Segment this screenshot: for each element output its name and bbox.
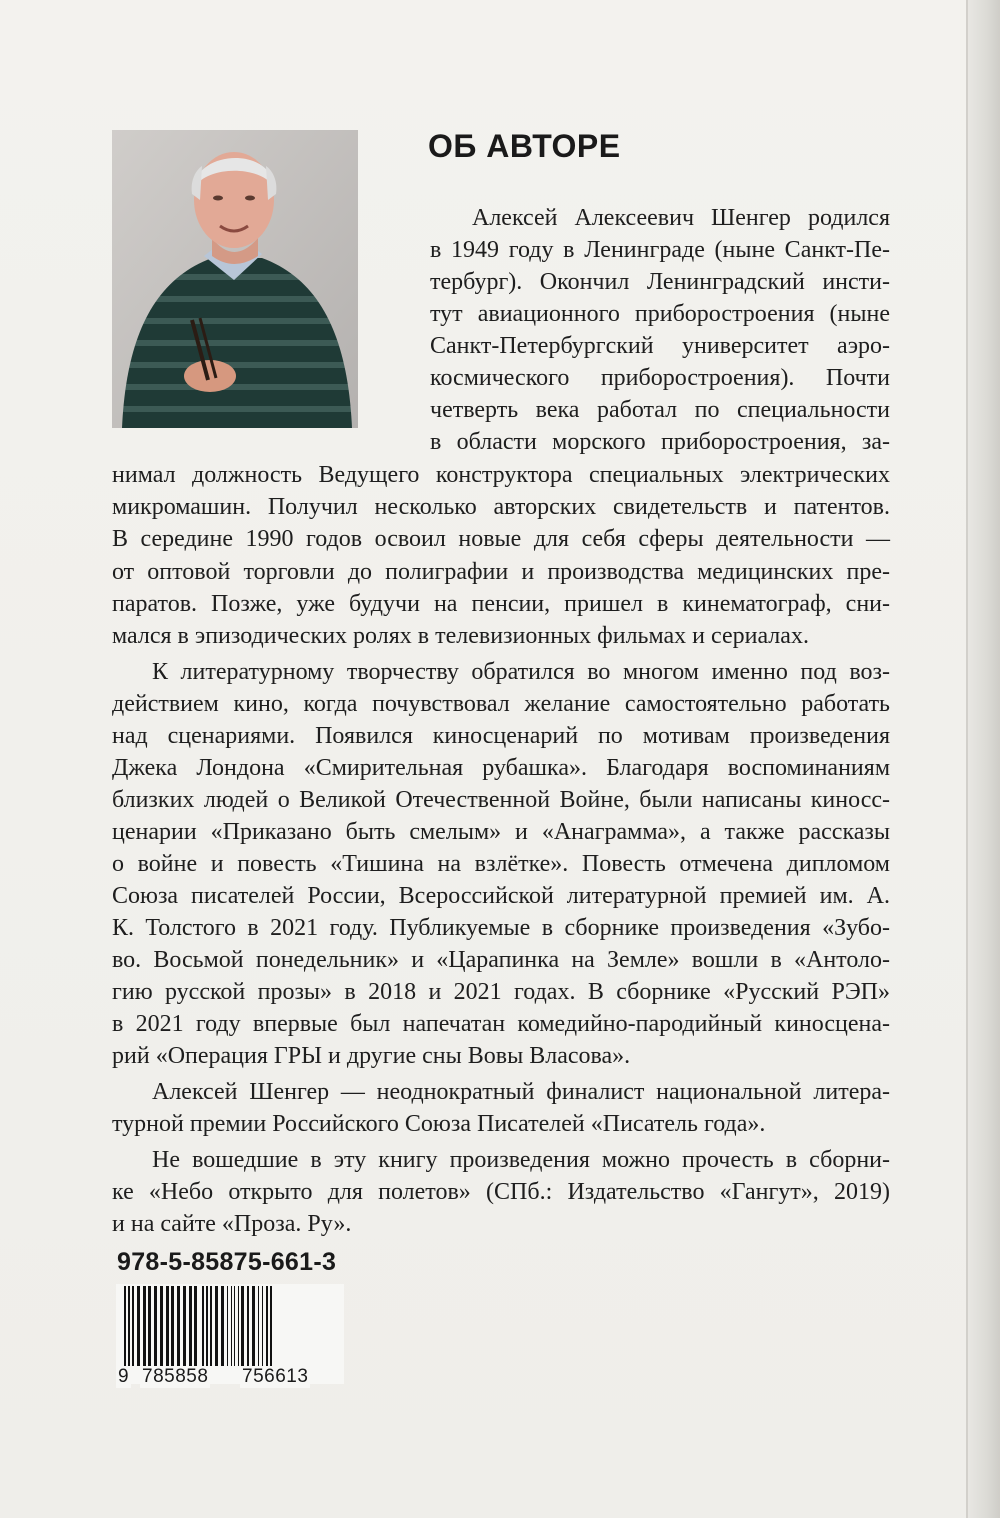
text-line: тут авиационного приборостроения (ныне	[430, 301, 890, 327]
text-line: ке «Небо открыто для полетов» (СПб.: Издательство «Гангут», 2019)	[112, 1179, 890, 1205]
barcode-bar	[215, 1286, 218, 1366]
text-line: Алексей Алексеевич Шенгер родился	[472, 205, 890, 231]
text-line: Союза писателей России, Всероссийской литературной премией им. А.	[112, 883, 890, 909]
barcode-lead-digit: 9	[118, 1366, 130, 1387]
text-line: в 1949 году в Ленинграде (ныне Санкт-Пе-	[430, 237, 890, 263]
barcode-bar	[132, 1286, 134, 1366]
barcode-bar	[148, 1286, 151, 1366]
text-line: Санкт-Петербургский университет аэро-	[430, 333, 890, 359]
text-line: действием кино, когда почувствовал желание самостоятельно работать	[112, 691, 890, 717]
barcode-bar	[258, 1286, 259, 1366]
text-line: в 2021 году впервые был напечатан комедийно-пародийный киносцена-	[112, 1011, 890, 1037]
text-line: мался в эпизодических ролях в телевизионных фильмах и сериалах.	[112, 623, 809, 649]
barcode-bar	[210, 1286, 212, 1366]
text-line: во. Восьмой понедельник» и «Царапинка на Земле» вошли в «Антоло-	[112, 947, 890, 973]
text-line: рий «Операция ГРЫ и другие сны Вовы Власова».	[112, 1043, 631, 1069]
text-line: от оптовой торговли до полиграфии и производства медицинских пре-	[112, 559, 890, 585]
text-line: четверть века работал по специальности	[430, 397, 890, 423]
text-line: нимал должность Ведущего конструктора специальных электрических	[112, 462, 890, 488]
author-photo	[112, 130, 358, 428]
barcode-bar	[241, 1286, 244, 1366]
barcode-bar	[177, 1286, 180, 1366]
barcode-digits-right: 756613	[242, 1366, 309, 1387]
text-line: Не вошедшие в эту книгу произведения можно прочесть в сборни-	[152, 1147, 890, 1173]
barcode-bar	[160, 1286, 163, 1366]
barcode-bar	[194, 1286, 197, 1366]
text-line: Джека Лондона «Смирительная рубашка». Благодаря воспоминаниям	[112, 755, 890, 781]
text-line: К литературному творчеству обратился во многом именно под воз-	[152, 659, 890, 685]
barcode-bar	[166, 1286, 169, 1366]
barcode-bar	[262, 1286, 263, 1366]
text-line: в области морского приборостроения, за-	[430, 429, 890, 455]
book-spine-edge	[966, 0, 1000, 1518]
text-line: гию русской прозы» в 2018 и 2021 годах. В сборнике «Русский РЭП»	[112, 979, 890, 1005]
text-line: Алексей Шенгер — неоднократный финалист национальной литера-	[152, 1079, 890, 1105]
barcode-bar	[189, 1286, 192, 1366]
barcode-bar	[137, 1286, 140, 1366]
barcode-digits-left: 785858	[142, 1366, 209, 1387]
text-line: К. Толстого в 2021 году. Публикуемые в сборнике произведения «Зубо-	[112, 915, 890, 941]
barcode-bar	[171, 1286, 174, 1366]
barcode-bar	[252, 1286, 255, 1366]
text-line: тербург). Окончил Ленинградский инсти-	[430, 269, 890, 295]
page-title: ОБ АВТОРЕ	[428, 128, 621, 164]
text-line: о войне и повесть «Тишина на взлётке». Повесть отмечена дипломом	[112, 851, 890, 877]
barcode-bar	[143, 1286, 146, 1366]
text-line: космического приборостроения). Почти	[430, 365, 890, 391]
barcode-bar	[227, 1286, 228, 1366]
isbn-number: 978-5-85875-661-3	[117, 1248, 337, 1276]
barcode-bar	[247, 1286, 249, 1366]
barcode-bar	[238, 1286, 239, 1366]
text-line: близких людей о Великой Отечественной Войне, были написаны киносс-	[112, 787, 890, 813]
text-line: микромашин. Получил несколько авторских свидетельств и патентов.	[112, 494, 890, 520]
barcode-bar	[183, 1286, 186, 1366]
text-line: и на сайте «Проза. Ру».	[112, 1211, 352, 1237]
text-line: паратов. Позже, уже будучи на пенсии, пришел в кинематограф, сни-	[112, 591, 890, 617]
text-line: ценарии «Приказано быть смелым» и «Анаграмма», а также рассказы	[112, 819, 890, 845]
text-line: В середине 1990 годов освоил новые для себя сферы деятельности —	[112, 526, 890, 552]
barcode-bar	[231, 1286, 232, 1366]
text-line: турной премии Российского Союза Писателей «Писатель года».	[112, 1111, 766, 1137]
text-line: над сценариями. Появился киносценарий по мотивам произведения	[112, 723, 890, 749]
barcode-bar	[234, 1286, 235, 1366]
barcode-bar	[221, 1286, 224, 1366]
barcode-bar	[154, 1286, 157, 1366]
